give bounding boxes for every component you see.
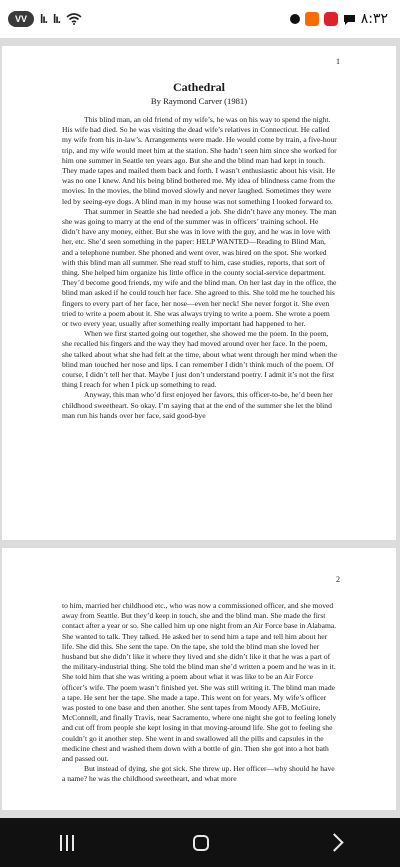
document-title: Cathedral (173, 80, 225, 94)
paragraph: That summer in Seattle she had needed a job. She didn’t have any money. The man she was going to marry at the end of the summer was in officers’ training school. He didn’t have any money, either. But she was in love with the guy, and he was in love with her, etc. She’d seen something in the paper: HELP WANTED—Reading to Blind Man, and a telephone number. She phoned and went over, was hired on the spot. She worked with this blind man all summer. She read stuff to him, case studies, reports, that sort of thing. She helped him organize his little office in the county social-service department. They’d become good friends, my wife and the blind man. On her last day in the office, the blind man asked if he could touch her face. She agreed to this. She told me he touched his fingers to every part of her face, her nose—even her neck! She never forgot it. She even tried to write a poem about it. She was always trying to write a poem. She wrote a poem or two every year, usually after something really important had happened to her. (62, 206, 337, 329)
status-bar (0, 0, 400, 38)
document-byline: By Raymond Carver (1981) (150, 96, 248, 106)
shield-notification-icon (324, 12, 338, 26)
paragraph: But instead of dying, she got sick. She threw up. Her officer—why should he have a name? he was the childhood sweetheart, and what more (62, 764, 335, 784)
signal-strength-icon-2: lı. (53, 12, 61, 26)
signal-strength-icon: lı. (40, 12, 48, 26)
system-navigation-bar (0, 818, 400, 867)
recent-apps-button[interactable] (60, 835, 74, 851)
paragraph: When we first started going out together, she showed me the poem. In the poem, she recalled his fingers and the way they had moved around over her face. In the poem, she talked about what she had felt at the time, about what went through her mind when the blind man touched her nose and lips. I can remember I didn’t think much of the poem. Of course, I didn’t tell her that. Maybe I just don’t understand poetry. I admit it’s not the first thing I reach for when I pick up something to read. (62, 329, 337, 390)
wifi-icon (66, 13, 82, 25)
status-right (290, 11, 388, 27)
notification-dot-icon (290, 14, 300, 24)
paragraph: Anyway, this man who’d first enjoyed her favors, this officer-to-be, he’d been her childhood sweetheart. So okay. I’m saying that at the end of the summer she let the blind man run his hands over her face, said good-bye (62, 390, 333, 420)
page-2-body (62, 601, 338, 785)
document-page-2 (2, 548, 396, 810)
chat-icon (343, 13, 356, 26)
document-page-1 (2, 46, 396, 540)
page-number: 2 (336, 575, 340, 584)
status-left (8, 11, 82, 27)
back-button[interactable] (325, 833, 343, 851)
page-number: 1 (336, 57, 340, 66)
recents-icon (72, 835, 74, 851)
recents-icon (66, 835, 68, 851)
app-badge: VV (8, 11, 34, 27)
app-notification-icon (305, 12, 319, 26)
paragraph-continuation: to him, married her childhood etc., who was now a commissioned officer, and she moved away from Seattle. But they’d keep in touch, she and the blind man. She made the first contact after a year or so. She called him up one night from an Air Force base in Alabama. She wanted to talk. They talked. He asked her to send him a tape and tell him about her life. She did this. She sent the tape. On the tape, she told the blind man she loved her husband but she didn’t like it where they lived and she didn’t like it that he was a part of the military-industrial thing. She told the blind man she’d written a poem and he was in it. She told him that she was writing a poem about what it was like to be an Air Force officer’s wife. The poem wasn’t finished yet. She was still writing it. The blind man made a tape. He sent her the tape. She made a tape. This went on for years. My wife’s officer was posted to one base and then another. She sent tapes from Moody AFB, McGuire, McConnell, and finally Travis, near Sacramento, where one night she got to feeling lonely and cut off from people she kept losing in that moving-around life. She got to feeling she couldn’t go it another step. She went in and swallowed all the pills and capsules in the medicine chest and washed them down with a bottle of gin. Then she got into a hot bath and passed out. (62, 601, 337, 764)
paragraph: This blind man, an old friend of my wife’s, he was on his way to spend the night. His wife had died. So he was visiting the dead wife’s relatives in Connecticut. He called my wife from his in-law’s. Arrangements were made. He would come by train, a five-hour trip, and my wife would meet him at the station. She hadn’t seen him since she worked for him one summer in Seattle ten years ago. But she and the blind man had kept in touch. They made tapes and mailed them back and forth. I wasn’t enthusiastic about his visit. He was no one I knew. And his being blind bothered me. My idea of blindness came from the movies. In the movies, the blind moved slowly and never laughed. Sometimes they were led by seeing-eye dogs. A blind man in my house was not something I looked forward to. (62, 115, 337, 206)
clock: ۸:۳۲ (360, 11, 388, 27)
recents-icon (60, 835, 62, 851)
page-1-body (62, 115, 338, 421)
home-button[interactable] (193, 835, 209, 851)
